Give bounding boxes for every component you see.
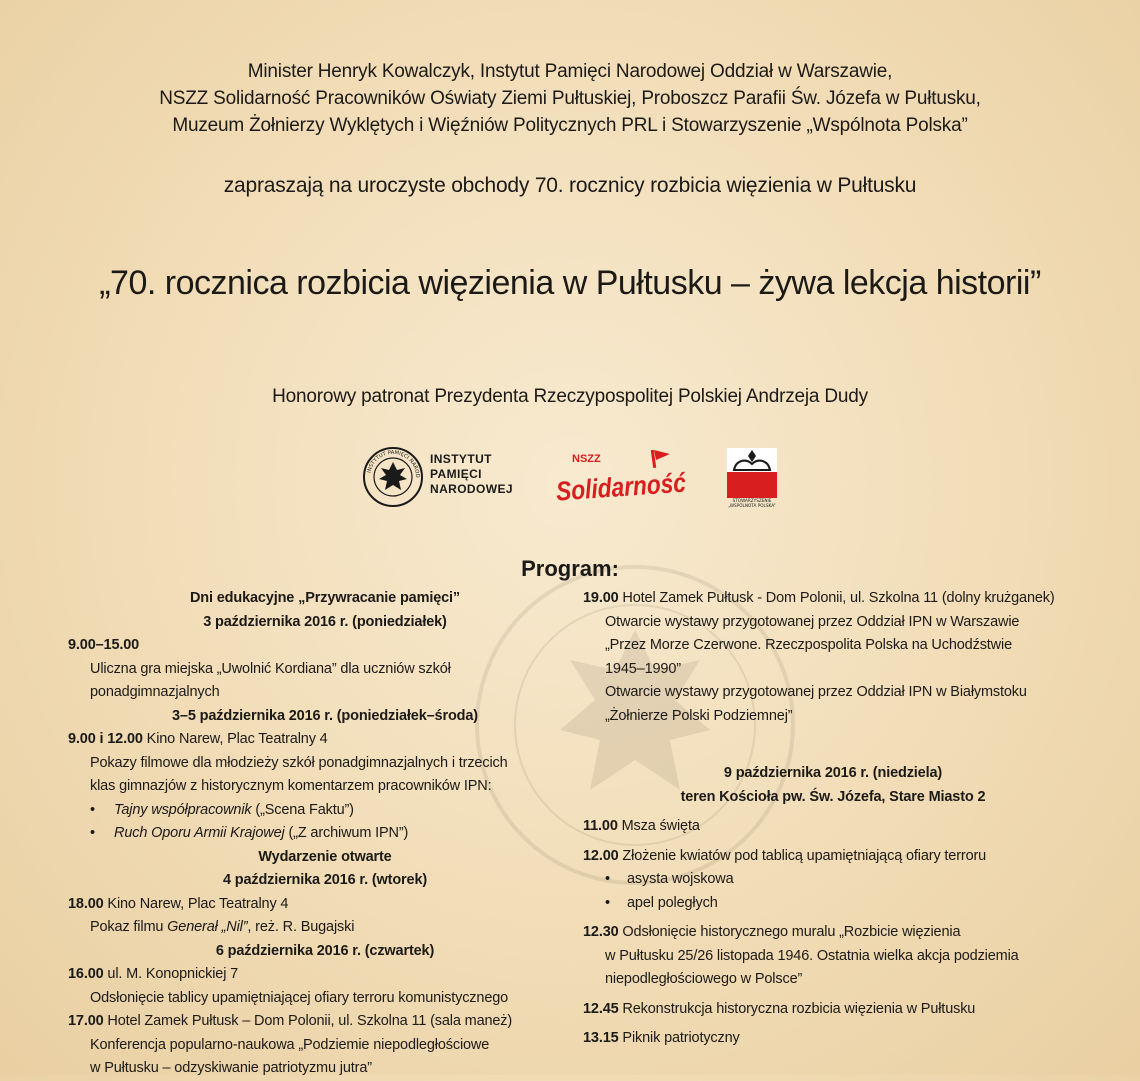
event-desc: „Przez Morze Czerwone. Rzeczpospolita Polska na Uchodźstwie bbox=[605, 637, 1012, 653]
ipn-logo-line: PAMIĘCI bbox=[430, 467, 482, 481]
event-line: 11.00 Msza święta bbox=[583, 818, 700, 834]
event-desc: Pokaz filmu Generał „Nil”, reż. R. Bugajski bbox=[90, 919, 355, 935]
ipn-logo-line: INSTYTUT bbox=[430, 452, 492, 466]
nszz-text: NSZZ bbox=[572, 453, 601, 465]
event-desc: niepodległościowego w Polsce” bbox=[605, 971, 803, 987]
wspolnota-caption: „WSPÓLNOTA POLSKA” bbox=[728, 503, 776, 508]
solidarnosc-logo-icon bbox=[552, 448, 712, 507]
event-desc: Pokazy filmowe dla młodzieży szkół ponadgimnazjalnych i trzecich bbox=[90, 754, 508, 771]
wspolnota-caption: STOWARZYSZENIE bbox=[732, 498, 772, 503]
event-desc: w Pułtusku – odzyskiwanie patriotyzmu jutra” bbox=[90, 1060, 372, 1076]
event-line: 18.00 Kino Narew, Plac Teatralny 4 bbox=[68, 895, 289, 912]
event-desc: w Pułtusku 25/26 listopada 1946. Ostatnia wielka akcja podziemia bbox=[605, 947, 1019, 964]
section-heading: Dni edukacyjne „Przywracanie pamięci” bbox=[189, 590, 461, 606]
film-list-item: • Ruch Oporu Armii Krajowej („Z archiwum IPN”) bbox=[90, 825, 409, 841]
ceremony-list-item: • apel poległych bbox=[605, 894, 718, 911]
film-list-item: • Tajny współpracownik („Scena Faktu”) bbox=[90, 801, 354, 818]
organizers-line: NSZZ Solidarność Pracowników Oświaty Ziemi Pułtuskiej, Proboszcz Parafii Św. Józefa w Pułtusku, bbox=[159, 88, 981, 109]
program-left-column bbox=[68, 587, 558, 1081]
event-line: 13.15 Piknik patriotyczny bbox=[583, 1030, 740, 1046]
program-heading: Program: bbox=[521, 556, 619, 581]
ipn-seal-icon bbox=[362, 446, 424, 508]
event-desc: Otwarcie wystawy przygotowanej przez Oddział IPN w Warszawie bbox=[605, 613, 1020, 630]
date-heading: 4 października 2016 r. (wtorek) bbox=[222, 872, 428, 888]
ipn-logo-text bbox=[430, 452, 513, 497]
venue-heading: teren Kościoła pw. Św. Józefa, Stare Miasto 2 bbox=[680, 788, 986, 805]
organizers-line: Minister Henryk Kowalczyk, Instytut Pamięci Narodowej Oddział w Warszawie, bbox=[247, 61, 893, 82]
program-right-column bbox=[583, 587, 1083, 1051]
event-desc: Uliczna gra miejska „Uwolnić Kordiana” dla uczniów szkół bbox=[90, 660, 451, 677]
event-desc: 1945–1990” bbox=[605, 660, 681, 677]
event-line: 12.45 Rekonstrukcja historyczna rozbicia więzienia w Pułtusku bbox=[583, 1000, 976, 1017]
ipn-seal-text: INSTYTUT PAMIĘCI NAROD bbox=[366, 449, 421, 478]
event-desc: Odsłonięcie tablicy upamiętniającej ofiary terroru komunistycznego bbox=[90, 989, 509, 1006]
wspolnota-logo-icon bbox=[722, 446, 782, 508]
date-heading: 6 października 2016 r. (czwartek) bbox=[215, 942, 435, 959]
event-line: 9.00 i 12.00 Kino Narew, Plac Teatralny 4 bbox=[68, 731, 328, 747]
event-desc: Konferencja popularno-naukowa „Podziemie niepodległościowe bbox=[90, 1036, 490, 1053]
wspolnota-polska-logo bbox=[722, 446, 782, 508]
event-desc: Otwarcie wystawy przygotowanej przez Oddział IPN w Białymstoku bbox=[605, 684, 1027, 700]
event-desc: ponadgimnazjalnych bbox=[90, 684, 220, 700]
ipn-logo-line: NARODOWEJ bbox=[430, 482, 513, 496]
ceremony-list-item: • asysta wojskowa bbox=[605, 871, 734, 887]
event-desc: „Żołnierze Polski Podziemnej” bbox=[605, 707, 793, 724]
solidarnosc-logo bbox=[552, 448, 712, 507]
event-line: 17.00 Hotel Zamek Pułtusk – Dom Polonii, ul. Szkolna 11 (sala maneż) bbox=[68, 1013, 513, 1029]
organizers-block bbox=[0, 58, 1140, 139]
event-title: „70. rocznica rozbicia więzienia w Pułtusku – żywa lekcja historii” bbox=[99, 264, 1041, 302]
organizers-line: Muzeum Żołnierzy Wyklętych i Więźniów Politycznych PRL i Stowarzyszenie „Wspólnota Polska” bbox=[172, 115, 968, 136]
solidarnosc-text: Solidarność bbox=[555, 465, 712, 507]
event-line: 19.00 Hotel Zamek Pułtusk - Dom Polonii, ul. Szkolna 11 (dolny krużganek) bbox=[583, 590, 1055, 606]
ipn-logo bbox=[362, 446, 522, 508]
event-line: 12.00 Złożenie kwiatów pod tablicą upamiętniającą ofiary terroru bbox=[583, 847, 987, 864]
section-heading: Wydarzenie otwarte bbox=[258, 848, 392, 865]
date-heading: 9 października 2016 r. (niedziela) bbox=[723, 765, 943, 781]
patronage-text: Honorowy patronat Prezydenta Rzeczypospolitej Polskiej Andrzeja Dudy bbox=[272, 386, 868, 407]
event-line: 12.30 Odsłonięcie historycznego muralu „Rozbicie więzienia bbox=[583, 924, 961, 940]
invitation-text: zapraszają na uroczyste obchody 70. rocznicy rozbicia więzienia w Pułtusku bbox=[223, 174, 917, 197]
event-line: 16.00 ul. M. Konopnickiej 7 bbox=[68, 966, 239, 982]
date-heading: 3 października 2016 r. (poniedziałek) bbox=[203, 613, 447, 630]
event-desc: klas gimnazjów z historycznym komentarzem pracowników IPN: bbox=[90, 778, 492, 794]
event-time: 9.00–15.00 bbox=[68, 637, 140, 653]
date-heading: 3–5 października 2016 r. (poniedziałek–środa) bbox=[172, 707, 478, 724]
